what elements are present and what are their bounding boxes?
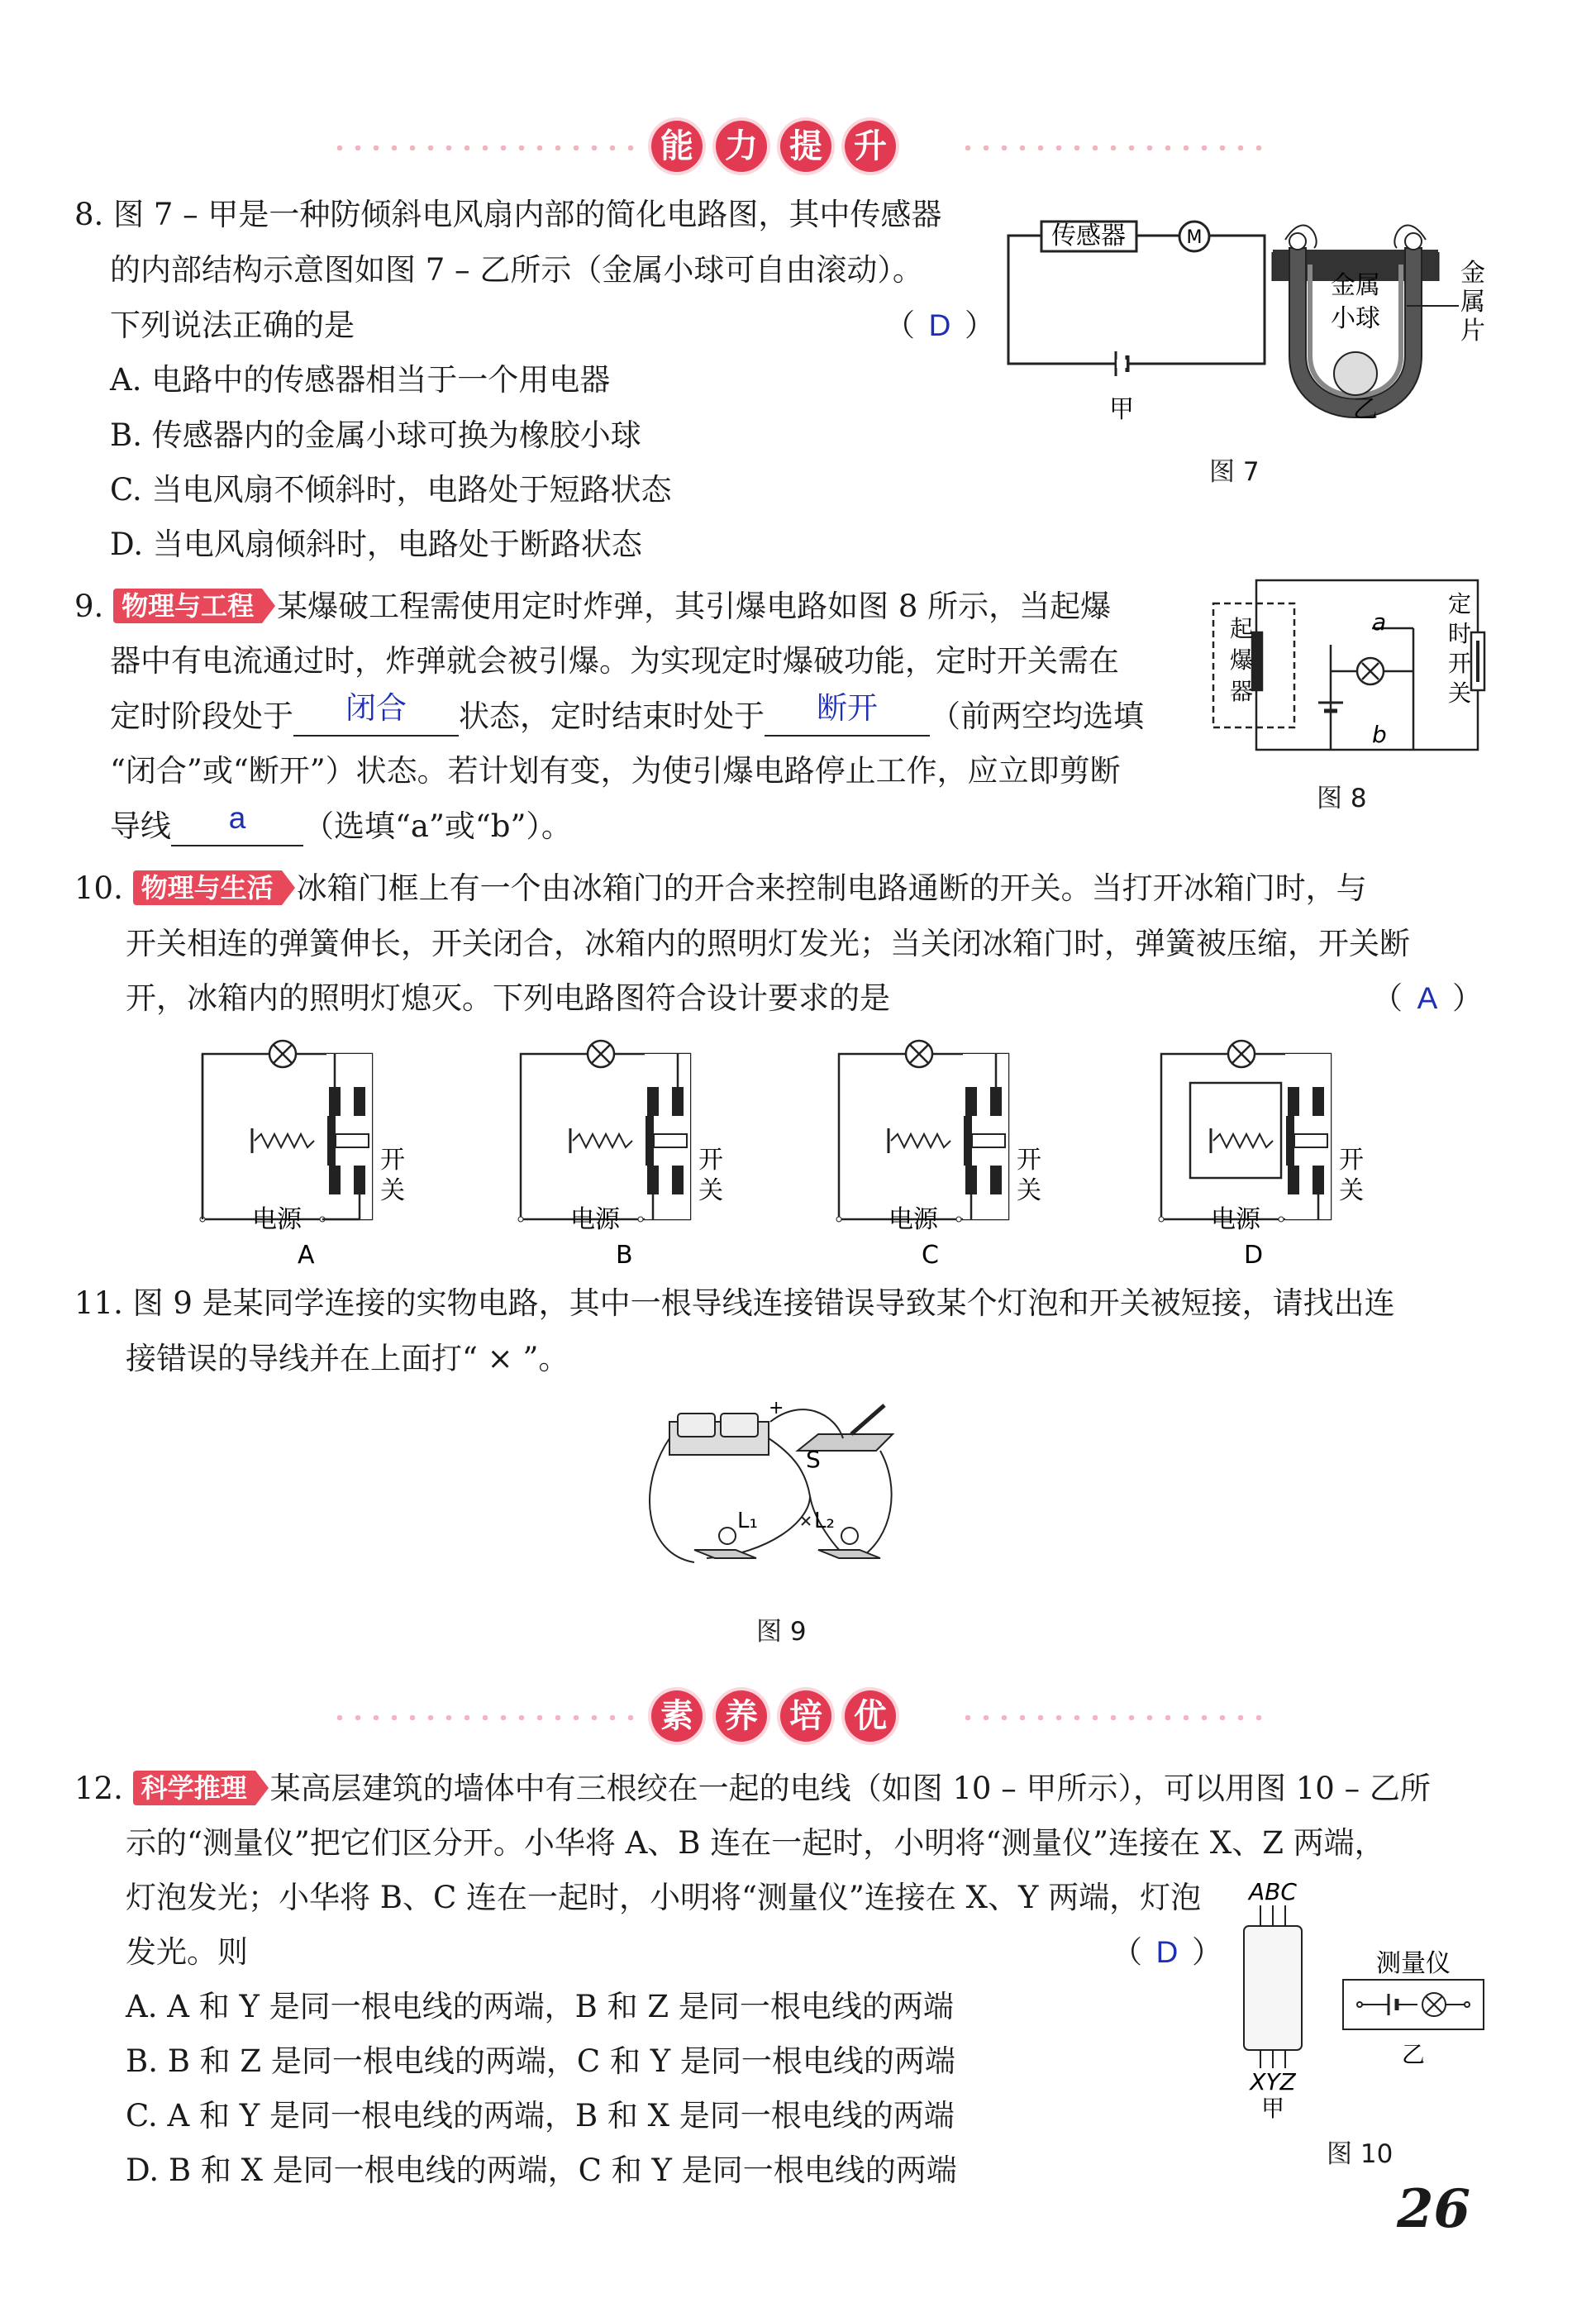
power-label: 电源: [889, 1205, 938, 1234]
ball-label-1: 金属: [1331, 271, 1380, 300]
q12-option-c: C. A 和 Y 是同一根电线的两端，B 和 X 是同一根电线的两端: [126, 2098, 955, 2134]
q12-answer-box: （ D ）: [1112, 1934, 1222, 1970]
q9-blank-3: a: [171, 808, 303, 846]
figure-7-caption: 图 7: [1209, 457, 1260, 487]
q10-line3: 开，冰箱内的照明灯熄灭。下列电路图符合设计要求的是: [126, 980, 890, 1016]
q12-line4: 发光。则: [126, 1934, 248, 1970]
q8-line3: 下列说法正确的是: [110, 308, 355, 343]
q9-blank-1: 闭合: [293, 698, 459, 737]
q8-option-a: A. 电路中的传感器相当于一个用电器: [110, 362, 611, 398]
xyz-label: XYZ: [1250, 2068, 1296, 2095]
wire-a-label: a: [1372, 608, 1387, 636]
detonator-char: 起: [1230, 615, 1254, 642]
option-label-b: B: [616, 1241, 633, 1270]
section-char: 培: [780, 1690, 831, 1742]
motor-label: M: [1186, 227, 1203, 248]
power-label: 电源: [570, 1205, 620, 1234]
timer-char: 开: [1448, 650, 1472, 677]
option-label-a: A: [298, 1241, 315, 1270]
abc-label: ABC: [1249, 1878, 1297, 1905]
power-label: 电源: [1211, 1205, 1260, 1234]
ball-label-2: 小球: [1331, 304, 1380, 333]
option-label-d: D: [1244, 1241, 1264, 1270]
section-char: 提: [780, 121, 831, 172]
q10-answer-box: （ A ）: [1372, 980, 1483, 1016]
switch-label: 关: [1339, 1176, 1364, 1205]
q12-option-d: D. B 和 X 是同一根电线的两端，C 和 Y 是同一根电线的两端: [126, 2153, 957, 2188]
q12-line1: 12. 科学推理 某高层建筑的墙体中有三根绞在一起的电线（如图 10 – 甲所示），可以用图 10 – 乙所: [74, 1771, 1431, 1806]
section-char: 能: [651, 121, 703, 172]
figure-8: [1207, 570, 1488, 769]
figure-10-caption: 图 10: [1327, 2139, 1394, 2169]
yi-label: 乙: [1353, 395, 1378, 424]
timer-char: 定: [1448, 590, 1472, 617]
figure-8-caption: 图 8: [1317, 784, 1367, 813]
sheet-label-3: 片: [1460, 317, 1485, 346]
sensor-label: 传感器: [1051, 222, 1126, 250]
circuit-jia: [1008, 222, 1265, 376]
section-char: 力: [716, 121, 767, 172]
q9-line3: 定时阶段处于 闭合 状态，定时结束时处于 断开 （前两空均选填: [110, 698, 1144, 737]
q12-line3: 灯泡发光；小华将 B、C 连在一起时，小明将“测量仪”连接在 X、Y 两端，灯泡: [126, 1880, 1202, 1915]
q12-option-a: A. A 和 Y 是同一根电线的两端，B 和 Z 是同一根电线的两端: [126, 1989, 954, 2024]
q10-tag: 物理与生活: [133, 870, 282, 905]
circuit-option-b: [518, 1041, 690, 1222]
yi-label-10: 乙: [1401, 2041, 1426, 2068]
q9-line2: 器中有电流通过时，炸弹就会被引爆。为实现定时爆破功能，定时开关需在: [110, 643, 1119, 679]
section-title-ability: [645, 121, 903, 172]
figure-10: [1223, 1876, 1496, 2124]
q9-line1: 9. 物理与工程 某爆破工程需使用定时炸弹，其引爆电路如图 8 所示，当起爆: [74, 589, 1112, 624]
l1-label: L₁: [737, 1509, 758, 1533]
circuit-option-a: [200, 1041, 372, 1222]
q10-answer: A: [1417, 981, 1438, 1015]
detonator-char: 爆: [1230, 646, 1254, 674]
q8-answer: D: [928, 308, 951, 342]
q8-option-b: B. 传感器内的金属小球可换为橡胶小球: [110, 417, 641, 453]
q8-answer-box: （ D ）: [884, 308, 995, 343]
section-char: 养: [716, 1690, 767, 1742]
figure-9-caption: 图 9: [756, 1617, 807, 1647]
switch-label: 关: [380, 1176, 405, 1205]
timer-char: 关: [1448, 679, 1472, 707]
q12-tag: 科学推理: [133, 1771, 255, 1805]
sheet-label-2: 属: [1460, 288, 1485, 317]
circuit-option-c: [836, 1041, 1008, 1222]
page-number: 26: [1397, 2178, 1471, 2240]
switch-label: 开: [380, 1146, 405, 1175]
section-char: 素: [651, 1690, 703, 1742]
q9-line5: 导线 a （选填“a”或“b”）。: [110, 808, 572, 846]
wire-b-label: b: [1372, 721, 1387, 748]
switch-label: 关: [698, 1176, 723, 1205]
timer-char: 时: [1448, 620, 1472, 647]
meter-label: 测量仪: [1376, 1949, 1451, 1978]
q10-line1: 10. 物理与生活 冰箱门框上有一个由冰箱门的开合来控制电路通断的开关。当打开冰箱门时，与: [74, 870, 1367, 906]
jia-label: 甲: [1109, 395, 1134, 424]
q10-circuits: [190, 1033, 1397, 1273]
plus-label: +: [769, 1398, 784, 1418]
q12-option-b: B. B 和 Z 是同一根电线的两端，C 和 Y 是同一根电线的两端: [126, 2043, 955, 2079]
switch-label: 开: [1339, 1146, 1364, 1175]
l2-label: L₂: [814, 1509, 835, 1533]
jia-label-10: 甲: [1260, 2095, 1285, 2122]
switch-label: 开: [698, 1146, 723, 1175]
q12-answer: D: [1155, 1935, 1179, 1969]
switch-s-label: S: [806, 1446, 821, 1473]
switch-label: 关: [1017, 1176, 1041, 1205]
q9-blank-2: 断开: [765, 698, 930, 737]
q10-line2: 开关相连的弹簧伸长，开关闭合，冰箱内的照明灯发光；当关闭冰箱门时，弹簧被压缩，开关断: [126, 926, 1410, 961]
q8-option-d: D. 当电风扇倾斜时，电路处于断路状态: [110, 527, 642, 562]
q8-option-c: C. 当电风扇不倾斜时，电路处于短路状态: [110, 472, 672, 508]
switch-label: 开: [1017, 1146, 1041, 1175]
sheet-label-1: 金: [1460, 259, 1485, 288]
option-label-c: C: [922, 1241, 939, 1270]
q8-line2: 的内部结构示意图如图 7 – 乙所示（金属小球可自由滚动）。: [110, 252, 923, 288]
q9-tag: 物理与工程: [113, 589, 262, 623]
q11-line1: 11. 图 9 是某同学连接的实物电路，其中一根导线连接错误导致某个灯泡和开关被短接，请找出连: [74, 1285, 1395, 1321]
section-title-literacy: [645, 1690, 903, 1742]
q11-line2: 接错误的导线并在上面打“ × ”。: [126, 1341, 569, 1376]
section-char: 升: [845, 121, 896, 172]
figure-9: [645, 1389, 926, 1595]
detonator-char: 器: [1230, 678, 1254, 705]
q12-line2: 示的“测量仪”把它们区分开。小华将 A、B 连在一起时，小明将“测量仪”连接在 X、Z 两端，: [126, 1825, 1385, 1861]
section-char: 优: [845, 1690, 896, 1742]
circuit-option-d: [1159, 1041, 1331, 1222]
q9-line4: “闭合”或“断开”）状态。若计划有变，为使引爆电路停止工作，应立即剪断: [110, 753, 1121, 789]
q8-line1: 8. 图 7 – 甲是一种防倾斜电风扇内部的简化电路图，其中传感器: [74, 197, 942, 232]
power-label: 电源: [252, 1205, 302, 1234]
